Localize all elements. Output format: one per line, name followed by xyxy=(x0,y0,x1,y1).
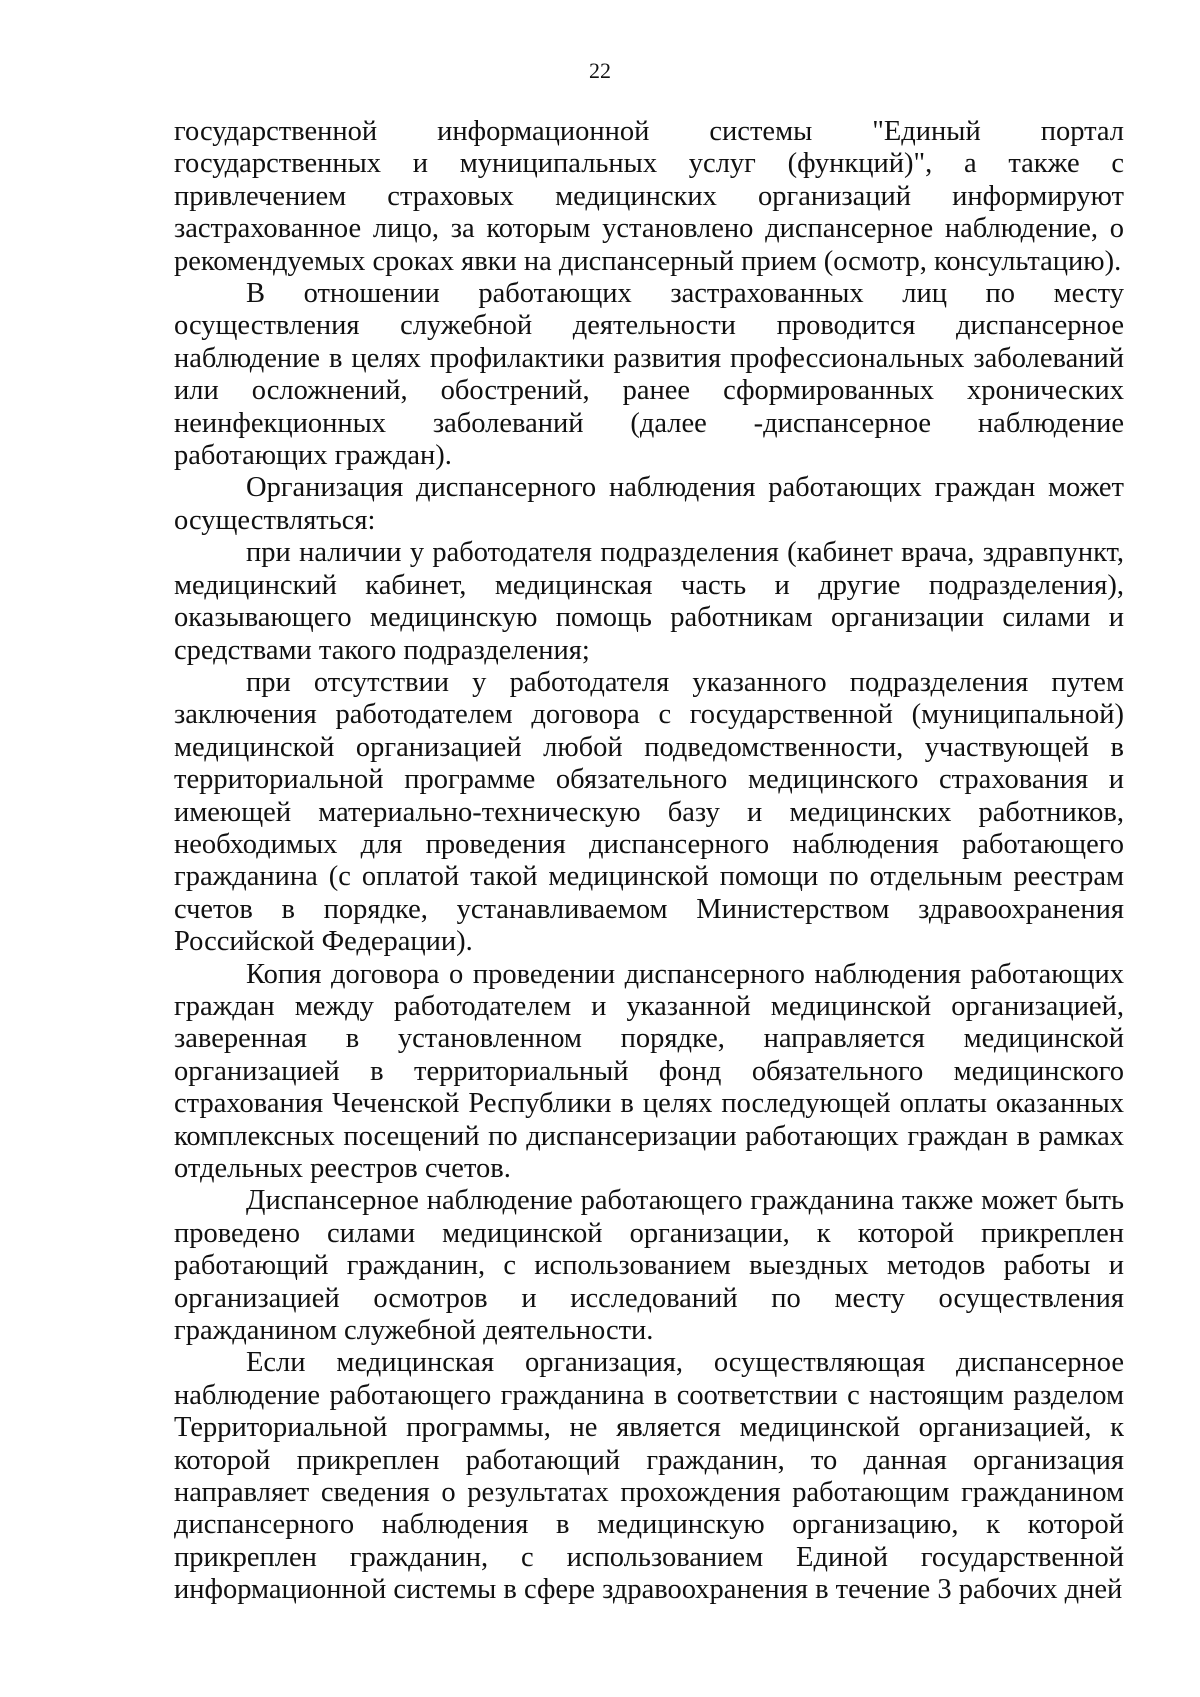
document-body xyxy=(174,116,1124,1607)
page-number: 22 xyxy=(589,58,611,83)
paragraph: Копия договора о проведении диспансерного наблюдения работающих граждан между работодателем и указанной медицинской организацией, заверенная в установленном порядке, направляется медицинской организацией в территориальный фонд обязательного медицинского страхования Чеченской Республики в целях последующей оплаты оказанных комплексных посещений по диспансеризации работающих граждан в рамках отдельных реестров счетов. xyxy=(174,958,1124,1184)
paragraph-list-item: при наличии у работодателя подразделения (кабинет врача, здравпункт, медицинский кабинет, медицинская часть и другие подразделения), оказывающего медицинскую помощь работникам организации силами и средствами такого подразделения; xyxy=(174,537,1124,666)
paragraph-continuation: государственной информационной системы "Единый портал государственных и муниципальных услуг (функций)", а также с привлечением страховых медицинских организаций информируют застрахованное лицо, за которым установлено диспансерное наблюдение, о рекомендуемых сроках явки на диспансерный прием (осмотр, консультацию). xyxy=(174,116,1124,277)
paragraph: Организация диспансерного наблюдения работающих граждан может осуществляться: xyxy=(174,472,1124,536)
paragraph-list-item: при отсутствии у работодателя указанного подразделения путем заключения работодателем договора с государственной (муниципальной) медицинской организацией любой подведомственности, участвующей в территориальной программе обязательного медицинского страхования и имеющей материально-техническую базу и медицинских работников, необходимых для проведения диспансерного наблюдения работающего гражданина (с оплатой такой медицинской помощи по отдельным реестрам счетов в порядке, устанавливаемом Министерством здравоохранения Российской Федерации). xyxy=(174,666,1124,958)
paragraph: Диспансерное наблюдение работающего гражданина также может быть проведено силами медицинской организации, к которой прикреплен работающий гражданин, с использованием выездных методов работы и организацией осмотров и исследований по месту осуществления гражданином служебной деятельности. xyxy=(174,1185,1124,1347)
paragraph: В отношении работающих застрахованных лиц по месту осуществления служебной деятельности проводится диспансерное наблюдение в целях профилактики развития профессиональных заболеваний или осложнений, обострений, ранее сформированных хронических неинфекционных заболеваний (далее -диспансерное наблюдение работающих граждан). xyxy=(174,278,1124,472)
paragraph: Если медицинская организация, осуществляющая диспансерное наблюдение работающего гражданина в соответствии с настоящим разделом Территориальной программы, не является медицинской организацией, к которой прикреплен работающий гражданин, то данная организация направляет сведения о результатах прохождения работающим гражданином диспансерного наблюдения в медицинскую организацию, к которой прикреплен гражданин, с использованием Единой государственной информационной системы в сфере здравоохранения в течение 3 рабочих дней xyxy=(174,1347,1124,1606)
